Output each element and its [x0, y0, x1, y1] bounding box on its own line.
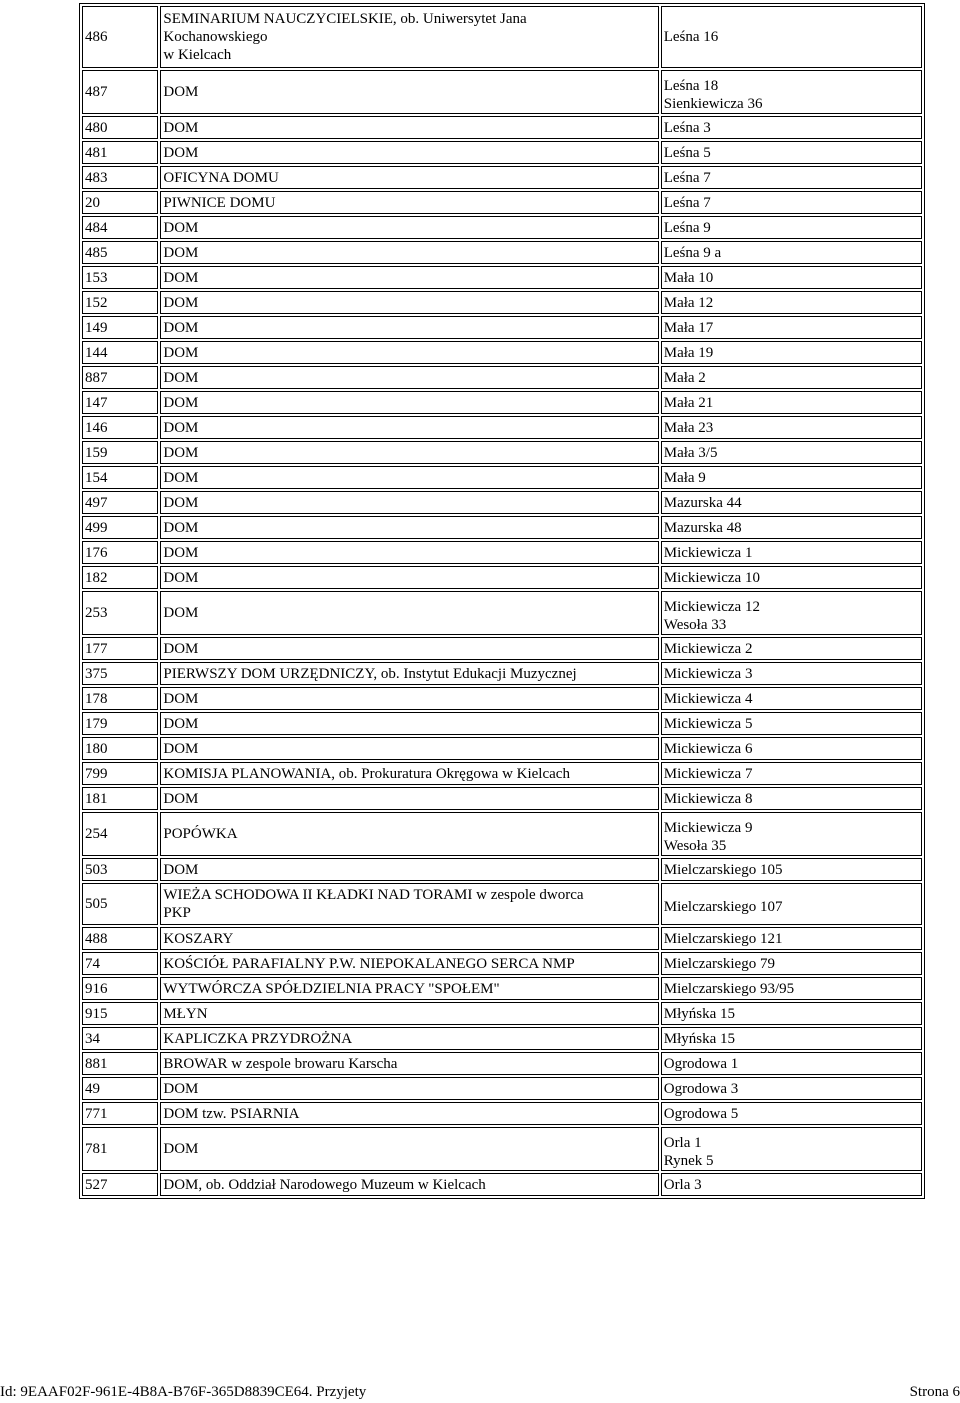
object-name-line: DOM: [163, 219, 199, 236]
object-name-line: DOM: [163, 294, 199, 311]
cell-object-name: [160, 566, 658, 589]
address-line: Mała 12: [663, 294, 714, 311]
address-line: Mała 9: [663, 469, 706, 486]
cell-object-name: [160, 1002, 658, 1025]
table-row: [82, 591, 922, 635]
cell-object-name: [160, 858, 658, 881]
cell-object-name: [160, 141, 658, 164]
cell-register-number: 49: [82, 1077, 158, 1100]
table-row: [82, 637, 922, 660]
table-row: [82, 1127, 922, 1171]
object-name-line: DOM: [163, 444, 199, 461]
address-line: Leśna 7: [663, 194, 711, 211]
cell-register-number: 484: [82, 216, 158, 239]
cell-address: [661, 1002, 922, 1025]
cell-address: [661, 6, 922, 68]
object-name-line: DOM: [163, 119, 199, 136]
cell-object-name: [160, 737, 658, 760]
cell-address: [661, 216, 922, 239]
cell-object-name: [160, 1052, 658, 1075]
cell-address: [661, 858, 922, 881]
cell-address: [661, 366, 922, 389]
address-line: Leśna 5: [663, 144, 711, 161]
cell-register-number: 499: [82, 516, 158, 539]
table-row: [82, 70, 922, 114]
table-row: [82, 191, 922, 214]
cell-address: [661, 952, 922, 975]
table-row: [82, 812, 922, 856]
object-name-line: PIERWSZY DOM URZĘDNICZY, ob. Instytut Edukacji Muzycznej: [163, 665, 577, 682]
cell-address: [661, 441, 922, 464]
cell-register-number: 487: [82, 70, 158, 114]
cell-register-number: 181: [82, 787, 158, 810]
object-name-line: SEMINARIUM NAUCZYCIELSKIE, ob. Uniwersytet Jana: [163, 11, 527, 27]
object-name-line: w Kielcach: [163, 47, 232, 63]
object-name-line: DOM tzw. PSIARNIA: [163, 1105, 300, 1122]
cell-register-number: 375: [82, 662, 158, 685]
table-row: [82, 687, 922, 710]
table-row: [82, 1077, 922, 1100]
cell-address: [661, 141, 922, 164]
table-row: [82, 266, 922, 289]
cell-register-number: 480: [82, 116, 158, 139]
address-line: Sienkiewicza 36: [663, 96, 763, 112]
cell-address: [661, 241, 922, 264]
cell-address: [661, 416, 922, 439]
cell-register-number: 503: [82, 858, 158, 881]
table-row: [82, 141, 922, 164]
cell-register-number: 488: [82, 927, 158, 950]
cell-register-number: 176: [82, 541, 158, 564]
address-line: Młyńska 15: [663, 1030, 735, 1047]
cell-address: [661, 712, 922, 735]
object-name-line: KOSZARY: [163, 930, 234, 947]
cell-object-name: [160, 241, 658, 264]
table-row: [82, 927, 922, 950]
address-line: Mickiewicza 8: [663, 790, 753, 807]
cell-register-number: 154: [82, 466, 158, 489]
object-name-line: DOM: [163, 519, 199, 536]
cell-object-name: [160, 316, 658, 339]
object-name-line: DOM: [163, 790, 199, 807]
table-row: [82, 341, 922, 364]
cell-address: [661, 812, 922, 856]
cell-object-name: [160, 591, 658, 635]
cell-register-number: 881: [82, 1052, 158, 1075]
cell-object-name: [160, 6, 658, 68]
cell-object-name: [160, 491, 658, 514]
address-line: Mazurska 48: [663, 519, 742, 536]
cell-address: [661, 1027, 922, 1050]
table-row: [82, 241, 922, 264]
address-line: Mickiewicza 6: [663, 740, 753, 757]
table-row: [82, 566, 922, 589]
cell-address: [661, 637, 922, 660]
address-line: Mielczarskiego 105: [663, 861, 783, 878]
object-name-line: WYTWÓRCZA SPÓŁDZIELNIA PRACY "SPOŁEM": [163, 980, 500, 997]
address-line: Mielczarskiego 121: [663, 930, 783, 947]
cell-register-number: 152: [82, 291, 158, 314]
cell-address: [661, 266, 922, 289]
cell-register-number: 149: [82, 316, 158, 339]
cell-address: [661, 191, 922, 214]
cell-address: [661, 541, 922, 564]
cell-register-number: 505: [82, 883, 158, 925]
cell-register-number: 153: [82, 266, 158, 289]
table-row: [82, 1173, 922, 1196]
table-row: [82, 516, 922, 539]
address-line: Mała 2: [663, 369, 706, 386]
address-line: Mała 21: [663, 394, 714, 411]
cell-object-name: [160, 516, 658, 539]
address-line: Leśna 18: [663, 78, 719, 94]
cell-register-number: 916: [82, 977, 158, 1000]
cell-address: [661, 391, 922, 414]
table-body: [82, 6, 922, 1196]
address-line: Wesoła 35: [663, 838, 727, 854]
cell-address: [661, 687, 922, 710]
table-row: [82, 712, 922, 735]
cell-address: [661, 591, 922, 635]
object-name-line: DOM, ob. Oddział Narodowego Muzeum w Kielcach: [163, 1176, 486, 1193]
cell-object-name: [160, 687, 658, 710]
address-line: Leśna 3: [663, 119, 711, 136]
cell-register-number: 485: [82, 241, 158, 264]
address-line: Mazurska 44: [663, 494, 742, 511]
cell-register-number: 253: [82, 591, 158, 635]
cell-object-name: [160, 1027, 658, 1050]
cell-register-number: 144: [82, 341, 158, 364]
object-name-line: KOŚCIÓŁ PARAFIALNY P.W. NIEPOKALANEGO SERCA NMP: [163, 955, 575, 972]
address-line: Mickiewicza 5: [663, 715, 753, 732]
table-row: [82, 737, 922, 760]
cell-address: [661, 762, 922, 785]
cell-register-number: 74: [82, 952, 158, 975]
object-name-line: DOM: [163, 84, 199, 100]
cell-object-name: [160, 637, 658, 660]
cell-register-number: 486: [82, 6, 158, 68]
address-line: Mielczarskiego 93/95: [663, 980, 795, 997]
table-row: [82, 116, 922, 139]
cell-register-number: 159: [82, 441, 158, 464]
cell-address: [661, 516, 922, 539]
cell-object-name: [160, 662, 658, 685]
object-name-line: DOM: [163, 1141, 199, 1157]
cell-address: [661, 927, 922, 950]
cell-object-name: [160, 166, 658, 189]
table-row: [82, 1052, 922, 1075]
cell-object-name: [160, 927, 658, 950]
cell-object-name: [160, 1173, 658, 1196]
object-name-line: DOM: [163, 605, 199, 621]
table-row: [82, 166, 922, 189]
cell-address: [661, 1052, 922, 1075]
cell-address: [661, 662, 922, 685]
address-line: Leśna 16: [663, 29, 719, 45]
address-line: Mała 3/5: [663, 444, 718, 461]
cell-object-name: [160, 366, 658, 389]
table-row: [82, 1027, 922, 1050]
table-row: [82, 858, 922, 881]
cell-address: [661, 491, 922, 514]
address-line: Mickiewicza 2: [663, 640, 753, 657]
cell-register-number: 146: [82, 416, 158, 439]
object-name-line: DOM: [163, 394, 199, 411]
cell-address: [661, 166, 922, 189]
cell-register-number: 178: [82, 687, 158, 710]
cell-address: [661, 116, 922, 139]
cell-address: [661, 291, 922, 314]
cell-object-name: [160, 952, 658, 975]
cell-object-name: [160, 191, 658, 214]
table-row: [82, 787, 922, 810]
cell-address: [661, 1102, 922, 1125]
object-name-line: DOM: [163, 1080, 199, 1097]
object-name-line: DOM: [163, 319, 199, 336]
cell-object-name: [160, 787, 658, 810]
address-line: Mickiewicza 4: [663, 690, 753, 707]
address-line: Orla 1: [663, 1135, 702, 1151]
cell-register-number: 34: [82, 1027, 158, 1050]
table-row: [82, 441, 922, 464]
object-name-line: DOM: [163, 144, 199, 161]
object-name-line: MŁYN: [163, 1005, 208, 1022]
object-name-line: DOM: [163, 269, 199, 286]
address-line: Mickiewicza 12: [663, 599, 760, 615]
table-row: [82, 391, 922, 414]
cell-address: [661, 341, 922, 364]
object-name-line: OFICYNA DOMU: [163, 169, 279, 186]
cell-register-number: 180: [82, 737, 158, 760]
table-row: [82, 1102, 922, 1125]
cell-address: [661, 787, 922, 810]
cell-register-number: 483: [82, 166, 158, 189]
address-line: Leśna 7: [663, 169, 711, 186]
table-row: [82, 416, 922, 439]
cell-address: [661, 70, 922, 114]
address-line: Mickiewicza 10: [663, 569, 760, 586]
cell-object-name: [160, 391, 658, 414]
cell-register-number: 177: [82, 637, 158, 660]
cell-address: [661, 316, 922, 339]
cell-object-name: [160, 416, 658, 439]
address-line: Mała 23: [663, 419, 714, 436]
cell-object-name: [160, 1102, 658, 1125]
cell-object-name: [160, 341, 658, 364]
object-name-line: DOM: [163, 690, 199, 707]
cell-address: [661, 466, 922, 489]
object-name-line: DOM: [163, 369, 199, 386]
table-row: [82, 316, 922, 339]
cell-register-number: 179: [82, 712, 158, 735]
cell-register-number: 182: [82, 566, 158, 589]
address-line: Młyńska 15: [663, 1005, 735, 1022]
object-name-line: DOM: [163, 861, 199, 878]
cell-address: [661, 566, 922, 589]
address-line: Mała 19: [663, 344, 714, 361]
address-line: Mielczarskiego 79: [663, 955, 775, 972]
cell-object-name: [160, 1077, 658, 1100]
cell-register-number: 481: [82, 141, 158, 164]
cell-object-name: [160, 466, 658, 489]
cell-register-number: 771: [82, 1102, 158, 1125]
cell-register-number: 497: [82, 491, 158, 514]
cell-register-number: 799: [82, 762, 158, 785]
object-name-line: BROWAR w zespole browaru Karscha: [163, 1055, 398, 1072]
address-line: Mała 10: [663, 269, 714, 286]
table-row: [82, 952, 922, 975]
cell-register-number: 147: [82, 391, 158, 414]
cell-object-name: [160, 441, 658, 464]
address-line: Wesoła 33: [663, 617, 727, 633]
object-name-line: DOM: [163, 469, 199, 486]
object-name-line: DOM: [163, 494, 199, 511]
monuments-table: [79, 3, 925, 1199]
cell-address: [661, 737, 922, 760]
address-line: Mickiewicza 9: [663, 820, 753, 836]
table-row: [82, 883, 922, 925]
object-name-line: DOM: [163, 640, 199, 657]
cell-object-name: [160, 762, 658, 785]
cell-object-name: [160, 712, 658, 735]
cell-register-number: 915: [82, 1002, 158, 1025]
table-row: [82, 541, 922, 564]
cell-object-name: [160, 883, 658, 925]
cell-register-number: 527: [82, 1173, 158, 1196]
table-row: [82, 291, 922, 314]
object-name-line: DOM: [163, 544, 199, 561]
table-row: [82, 762, 922, 785]
address-line: Mickiewicza 7: [663, 765, 753, 782]
address-line: Ogrodowa 3: [663, 1080, 739, 1097]
object-name-line: DOM: [163, 740, 199, 757]
cell-object-name: [160, 977, 658, 1000]
document-id: Id: 9EAAF02F-961E-4B8A-B76F-365D8839CE64. Przyjety: [0, 1384, 367, 1400]
table-row: [82, 491, 922, 514]
object-name-line: PIWNICE DOMU: [163, 194, 276, 211]
table-row: [82, 1002, 922, 1025]
address-line: Mickiewicza 1: [663, 544, 753, 561]
cell-object-name: [160, 541, 658, 564]
object-name-line: DOM: [163, 715, 199, 732]
address-line: Ogrodowa 5: [663, 1105, 739, 1122]
cell-address: [661, 1077, 922, 1100]
address-line: Rynek 5: [663, 1153, 714, 1169]
cell-address: [661, 883, 922, 925]
object-name-line: KOMISJA PLANOWANIA, ob. Prokuratura Okręgowa w Kielcach: [163, 765, 570, 782]
page-number: Strona 6: [909, 1384, 960, 1400]
object-name-line: POPÓWKA: [163, 826, 238, 842]
table-row: [82, 466, 922, 489]
cell-register-number: 781: [82, 1127, 158, 1171]
cell-register-number: 20: [82, 191, 158, 214]
cell-register-number: 254: [82, 812, 158, 856]
address-line: Leśna 9 a: [663, 244, 722, 261]
object-name-line: Kochanowskiego: [163, 29, 268, 45]
table-row: [82, 977, 922, 1000]
cell-address: [661, 977, 922, 1000]
address-line: Mickiewicza 3: [663, 665, 753, 682]
cell-address: [661, 1127, 922, 1171]
address-line: Mielczarskiego 107: [663, 899, 783, 915]
table-row: [82, 216, 922, 239]
cell-object-name: [160, 1127, 658, 1171]
table-row: [82, 366, 922, 389]
cell-object-name: [160, 116, 658, 139]
address-line: Leśna 9: [663, 219, 711, 236]
table-row: [82, 6, 922, 68]
address-line: Ogrodowa 1: [663, 1055, 739, 1072]
cell-object-name: [160, 70, 658, 114]
object-name-line: PKP: [163, 905, 191, 921]
cell-object-name: [160, 266, 658, 289]
object-name-line: WIEŻA SCHODOWA II KŁADKI NAD TORAMI w zespole dworca: [163, 887, 584, 903]
cell-object-name: [160, 812, 658, 856]
object-name-line: DOM: [163, 244, 199, 261]
cell-register-number: 887: [82, 366, 158, 389]
object-name-line: KAPLICZKA PRZYDROŻNA: [163, 1030, 353, 1047]
address-line: Mała 17: [663, 319, 714, 336]
address-line: Orla 3: [663, 1176, 702, 1193]
cell-object-name: [160, 291, 658, 314]
object-name-line: DOM: [163, 344, 199, 361]
table-row: [82, 662, 922, 685]
object-name-line: DOM: [163, 569, 199, 586]
object-name-line: DOM: [163, 419, 199, 436]
cell-address: [661, 1173, 922, 1196]
cell-object-name: [160, 216, 658, 239]
